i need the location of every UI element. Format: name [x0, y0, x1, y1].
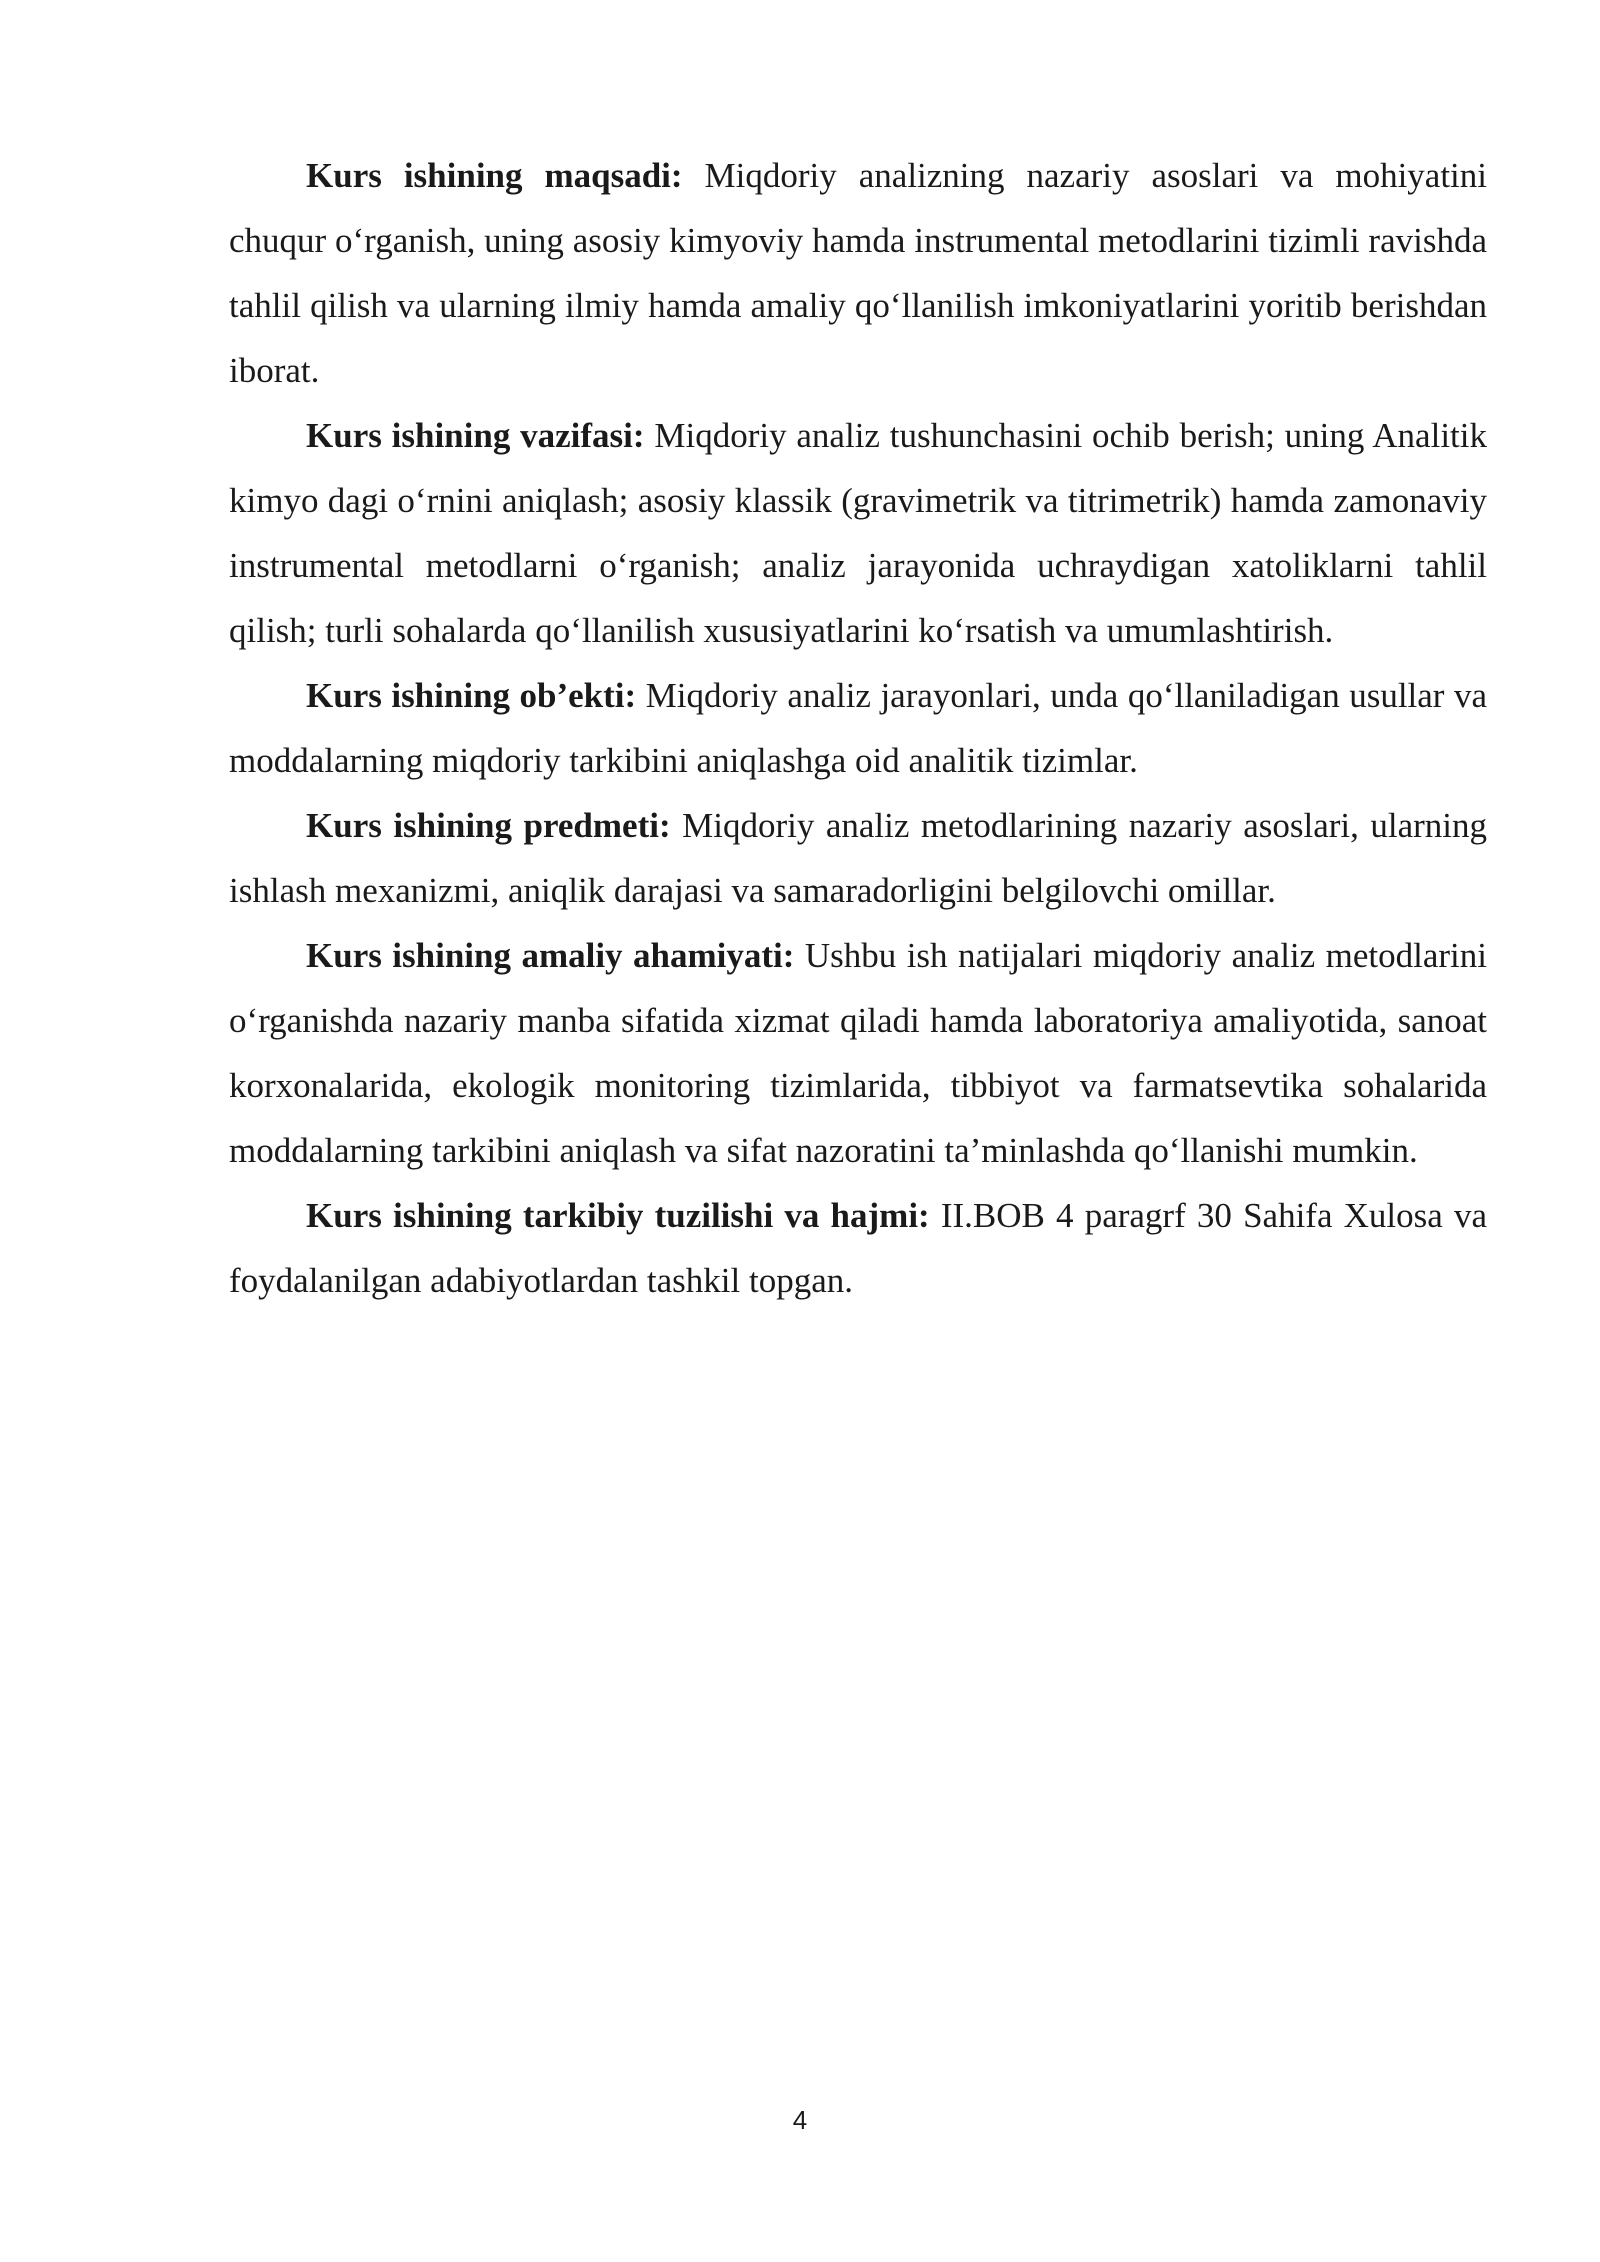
document-body	[229, 143, 1487, 1313]
paragraph-text: Miqdoriy analizning nazariy asoslari va mohiyatini chuqur o‘rganish, uning asosiy kimyoviy hamda instrumental metodlarini tizimli ravishda tahlil qilish va ularning ilmiy hamda amaliy qo‘llanilish imkoniyatlarini yoritib berishdan iborat.	[229, 156, 1488, 390]
paragraph-goal	[229, 143, 1487, 403]
paragraph-label: Kurs ishining tarkibiy tuzilishi va hajmi:	[306, 1196, 930, 1235]
paragraph-label: Kurs ishining amaliy ahamiyati:	[306, 936, 795, 975]
paragraph-subject	[229, 793, 1487, 923]
paragraph-structure	[229, 1183, 1487, 1313]
paragraph-text: Ushbu ish natijalari miqdoriy analiz metodlarini o‘rganishda nazariy manba sifatida xizmat qiladi hamda laboratoriya amaliyotida, sanoat korxonalarida, ekologik monitoring tizimlarida, tibbiyot va farmatsevtika sohalarida moddalarning tarkibini aniqlash va sifat nazoratini ta’minlashda qo‘llanishi mumkin.	[229, 936, 1487, 1170]
paragraph-object	[229, 663, 1487, 793]
paragraph-text: II.BOB 4 paragrf 30 Sahifa Xulosa va foydalanilgan adabiyotlardan tashkil topgan.	[229, 1196, 1487, 1300]
paragraph-practical-significance	[229, 923, 1487, 1183]
paragraph-label: Kurs ishining predmeti:	[306, 806, 671, 845]
paragraph-text: Miqdoriy analiz tushunchasini ochib berish; uning Analitik kimyo dagi o‘rnini aniqlash; asosiy klassik (gravimetrik va titrimetrik) hamda zamonaviy instrumental metodlarni o‘rganish; analiz jarayonida uchraydigan xatoliklarni tahlil qilish; turli sohalarda qo‘llanilish xususiyatlarini ko‘rsatish va umumlashtirish.	[229, 416, 1487, 650]
paragraph-label: Kurs ishining maqsadi:	[306, 156, 683, 195]
paragraph-text: Miqdoriy analiz metodlarining nazariy asoslari, ularning ishlash mexanizmi, aniqlik darajasi va samaradorligini belgilovchi omillar.	[229, 806, 1487, 910]
paragraph-text: Miqdoriy analiz jarayonlari, unda qo‘llaniladigan usullar va moddalarning miqdoriy tarkibini aniqlashga oid analitik tizimlar.	[229, 676, 1487, 780]
page-number: 4	[792, 2105, 808, 2135]
paragraph-label: Kurs ishining ob’ekti:	[306, 676, 637, 715]
paragraph-tasks	[229, 403, 1487, 663]
paragraph-label: Kurs ishining vazifasi:	[306, 416, 645, 455]
